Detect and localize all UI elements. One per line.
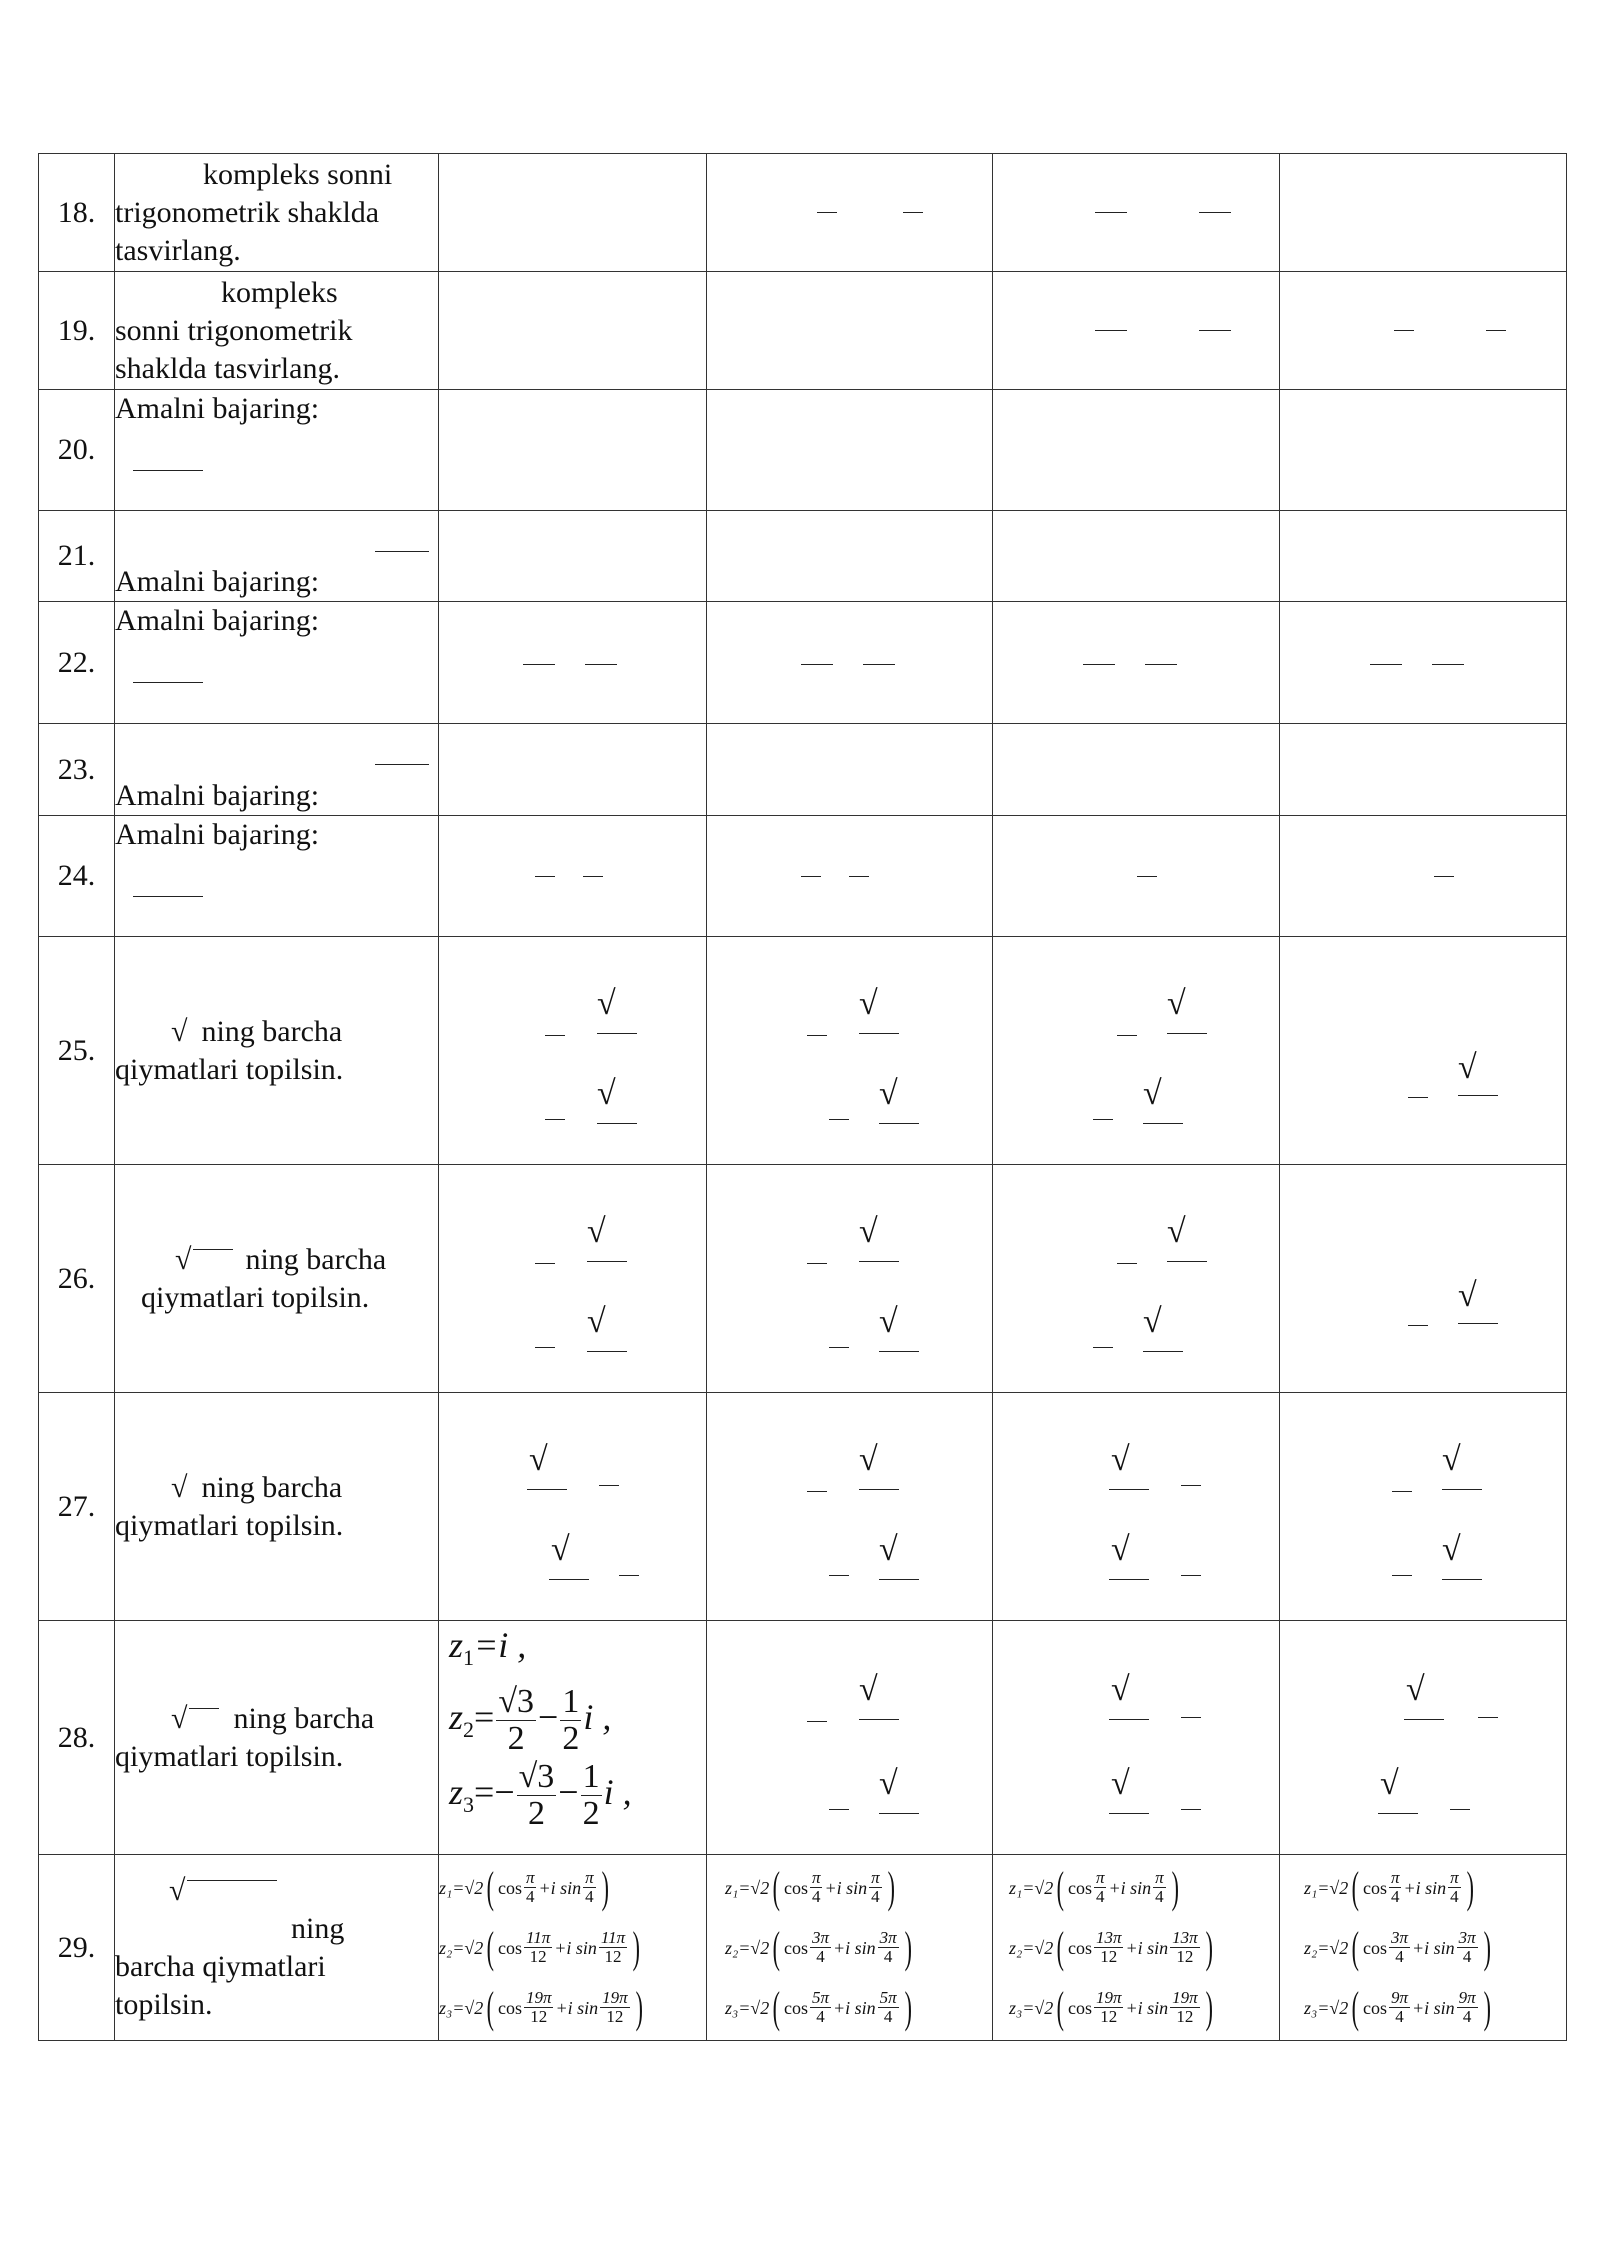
sqrt-icon: √	[175, 1242, 192, 1276]
table-row	[39, 390, 1567, 511]
math-text: z₂=√2	[1304, 1937, 1349, 1958]
math-text: √3	[498, 1683, 534, 1721]
math-text: 5π	[879, 1988, 897, 2007]
math-text: 2	[562, 1720, 580, 1758]
sqrt-icon: √	[859, 1441, 878, 1478]
math-text: cos	[1067, 1937, 1092, 1958]
question-text: shaklda tasvirlang.	[115, 351, 340, 385]
answer-option-d[interactable]	[1280, 1393, 1567, 1621]
math-text: i ,	[583, 1696, 612, 1737]
sqrt-icon: √	[879, 1531, 898, 1568]
math-text: 13π	[1095, 1928, 1122, 1947]
answer-option-c[interactable]	[993, 511, 1280, 602]
sqrt-icon: √	[1380, 1765, 1399, 1802]
row-number: 29.	[39, 1855, 115, 2041]
sqrt-icon: √	[171, 1701, 188, 1735]
sqrt-icon: √	[1111, 1531, 1130, 1568]
math-text: +i sin	[824, 1877, 868, 1898]
sqrt-icon: √	[597, 985, 616, 1022]
sqrt-icon: √	[1143, 1303, 1162, 1340]
math-text: 13π	[1172, 1928, 1198, 1947]
math-text: +i sin	[1411, 1997, 1455, 2018]
math-text: +i sin	[832, 1997, 876, 2018]
answer-option-a[interactable]	[439, 816, 707, 937]
row-number: 24.	[39, 816, 115, 937]
sqrt-icon: √	[859, 1213, 878, 1250]
math-text: 12	[604, 1947, 622, 1966]
math-text: 12	[530, 2007, 548, 2026]
table-row	[39, 154, 1567, 272]
math-text: =−	[474, 1771, 515, 1812]
answer-option-d[interactable]	[1280, 724, 1567, 816]
question-cell	[115, 816, 439, 937]
table-row	[39, 602, 1567, 724]
question-text: kompleks sonni	[203, 157, 393, 191]
question-text: ning barcha	[201, 1014, 343, 1048]
table-row	[39, 272, 1567, 390]
answer-option-a[interactable]	[439, 511, 707, 602]
question-text: trigonometrik shaklda	[115, 195, 380, 229]
answer-option-a[interactable]	[439, 724, 707, 816]
answer-option-c[interactable]	[993, 154, 1280, 272]
table-row	[39, 1393, 1567, 1621]
question-text: qiymatlari topilsin.	[141, 1280, 370, 1314]
math-text: π	[1390, 1868, 1400, 1887]
question-text: qiymatlari topilsin.	[115, 1739, 344, 1773]
math-text: 12	[1100, 1947, 1118, 1966]
question-text: Amalni bajaring:	[115, 818, 320, 851]
question-cell	[115, 1621, 439, 1855]
answer-option-a[interactable]: z₁=√2 ( cos $\frac{\pi}{4}$ +i sin $\frac{\pi}{4}$ ) z₂=√2 ( cos $\frac{11\pi}{12}$ +i sin $\frac{11\pi}{12}$ ) z₃=√2 ( cos $\frac{19\pi}{12}$ +i sin $\frac{19\pi}{12}$ )	[439, 1855, 707, 2041]
sqrt-icon: √	[859, 1671, 878, 1708]
sqrt-icon: √	[879, 1303, 898, 1340]
math-text: 12	[1176, 1947, 1194, 1966]
table-row	[39, 1855, 1567, 2041]
answer-option-c[interactable]: z₁=√2 ( cos $\frac{\pi}{4}$ +i sin $\frac{\pi}{4}$ ) z₂=√2 ( cos $\frac{13\pi}{12}$ +i sin $\frac{13\pi}{12}$ ) z₃=√2 ( cos $\frac{19\pi}{12}$ +i sin $\frac{19\pi}{12}$ )	[993, 1855, 1280, 2041]
answer-option-a[interactable]	[439, 1393, 707, 1621]
table-row	[39, 1165, 1567, 1393]
math-text: cos	[783, 1997, 808, 2018]
answer-option-d[interactable]	[1280, 272, 1567, 390]
math-text: 4	[1395, 1947, 1404, 1966]
math-text: 4	[1155, 1887, 1164, 1906]
math-text: 2	[463, 1717, 475, 1743]
question-cell	[115, 602, 439, 724]
math-text: cos	[783, 1937, 808, 1958]
math-text: 4	[871, 1887, 880, 1906]
answer-option-c[interactable]	[993, 390, 1280, 511]
table-row	[39, 816, 1567, 937]
answer-option-a[interactable]	[439, 937, 707, 1165]
math-text: +i sin	[1108, 1877, 1152, 1898]
question-text: barcha qiymatlari	[115, 1949, 326, 1983]
math-text: 19π	[1172, 1988, 1198, 2007]
math-text: z₁=√2	[725, 1877, 770, 1898]
math-text: z₁=√2	[439, 1877, 484, 1898]
sqrt-icon: √	[551, 1531, 570, 1568]
math-text: 3π	[879, 1928, 897, 1947]
math-text: 4	[1095, 1887, 1105, 1906]
question-text: ning barcha	[233, 1701, 375, 1735]
answer-option-c[interactable]	[993, 937, 1280, 1165]
answer-option-d[interactable]	[1280, 154, 1567, 272]
math-text: =	[474, 1696, 495, 1737]
math-text: z₂=√2	[1009, 1937, 1054, 1958]
answer-option-d[interactable]	[1280, 511, 1567, 602]
answer-option-c[interactable]	[993, 724, 1280, 816]
table-row	[39, 724, 1567, 816]
row-number: 27.	[39, 1393, 115, 1621]
math-text: 4	[1395, 2007, 1404, 2026]
math-text: π	[811, 1868, 821, 1887]
answer-option-b[interactable]	[707, 602, 993, 724]
sqrt-icon: √	[1111, 1671, 1130, 1708]
question-cell	[115, 1393, 439, 1621]
math-text: z	[449, 1696, 464, 1737]
sqrt-icon: √	[1458, 1049, 1477, 1086]
answer-option-b[interactable]	[707, 816, 993, 937]
row-number: 25.	[39, 937, 115, 1165]
row-number: 23.	[39, 724, 115, 816]
math-text: 19π	[602, 1988, 628, 2007]
question-text: ning barcha	[201, 1470, 343, 1504]
math-text: z₂=√2	[725, 1937, 770, 1958]
row-number: 22.	[39, 602, 115, 724]
math-text: π	[585, 1868, 594, 1887]
math-text: 12	[1100, 2007, 1118, 2026]
answer-table	[38, 153, 1567, 2041]
sqrt-icon: √	[1167, 1213, 1186, 1250]
math-text: z₁=√2	[1009, 1877, 1054, 1898]
math-text: √3	[518, 1758, 555, 1796]
answer-option-b[interactable]	[707, 1165, 993, 1393]
row-number: 28.	[39, 1621, 115, 1855]
question-cell	[115, 937, 439, 1165]
answer-option-b[interactable]	[707, 724, 993, 816]
sqrt-icon: √	[597, 1075, 616, 1112]
answer-option-a[interactable]	[439, 1165, 707, 1393]
answer-option-b[interactable]	[707, 1393, 993, 1621]
answer-option-d[interactable]	[1280, 390, 1567, 511]
sqrt-icon: √	[1143, 1075, 1162, 1112]
math-text: π	[1095, 1868, 1105, 1887]
math-text: 11π	[525, 1928, 551, 1947]
answer-option-c[interactable]	[993, 1393, 1280, 1621]
row-number: 19.	[39, 272, 115, 390]
question-cell	[115, 1855, 439, 2041]
answer-option-c[interactable]	[993, 816, 1280, 937]
sqrt-icon: √	[1111, 1765, 1130, 1802]
math-text: −	[538, 1696, 559, 1737]
math-text: 4	[1450, 1887, 1459, 1906]
math-text: 5π	[811, 1988, 829, 2007]
question-text: topilsin.	[115, 1987, 213, 2021]
question-cell	[115, 511, 439, 602]
math-text: cos	[497, 1877, 522, 1898]
answer-option-a[interactable]	[439, 154, 707, 272]
math-text: 1	[463, 1645, 475, 1671]
sqrt-icon: √	[171, 1014, 188, 1048]
answer-option-a[interactable]	[439, 602, 707, 724]
math-text: 4	[811, 1887, 821, 1906]
answer-option-c[interactable]	[993, 1165, 1280, 1393]
question-cell	[115, 154, 439, 272]
question-text: Amalni bajaring:	[115, 604, 320, 637]
math-text: π	[1155, 1868, 1164, 1887]
sqrt-icon: √	[879, 1765, 898, 1802]
sqrt-icon: √	[1458, 1277, 1477, 1314]
sqrt-icon: √	[1442, 1531, 1461, 1568]
question-text: sonni trigonometrik	[115, 313, 353, 347]
sqrt-icon: √	[879, 1075, 898, 1112]
math-text: π	[1450, 1868, 1459, 1887]
math-text: 3π	[811, 1928, 829, 1947]
math-text: z	[449, 1771, 464, 1812]
question-cell	[115, 724, 439, 816]
answer-option-b[interactable]	[707, 511, 993, 602]
question-text: tasvirlang.	[115, 233, 241, 267]
math-text: z₃=√2	[1304, 1997, 1349, 2018]
math-text: 4	[585, 1887, 594, 1906]
question-text: Amalni bajaring:	[115, 392, 320, 425]
math-text: 9π	[1458, 1988, 1476, 2007]
math-text: z₃=√2	[725, 1997, 770, 2018]
math-text: 2	[582, 1795, 600, 1833]
math-text: 3π	[1458, 1928, 1476, 1947]
row-number: 18.	[39, 154, 115, 272]
math-text: cos	[1362, 1877, 1387, 1898]
answer-option-a[interactable]	[439, 272, 707, 390]
math-text: cos	[1362, 1937, 1387, 1958]
table-row	[39, 1621, 1567, 1855]
question-cell	[115, 390, 439, 511]
math-text: π	[525, 1868, 535, 1887]
table-row	[39, 937, 1567, 1165]
answer-option-b[interactable]	[707, 937, 993, 1165]
question-cell	[115, 272, 439, 390]
math-text: π	[871, 1868, 880, 1887]
math-text: cos	[1362, 1997, 1387, 2018]
math-text: cos	[1067, 1997, 1092, 2018]
math-text: 4	[816, 2007, 825, 2026]
answer-option-c[interactable]	[993, 602, 1280, 724]
sqrt-icon: √	[171, 1470, 188, 1504]
question-text: Amalni bajaring:	[115, 779, 320, 812]
sqrt-icon: √	[1442, 1441, 1461, 1478]
math-text: +i sin	[554, 1937, 597, 1958]
math-text: 3π	[1390, 1928, 1408, 1947]
math-text: z₃=√2	[1009, 1997, 1054, 2018]
math-text: +i sin	[538, 1877, 582, 1898]
sqrt-icon: √	[169, 1873, 186, 1907]
answer-option-b[interactable]: z₁=√2 ( cos $\frac{\pi}{4}$ +i sin $\frac{\pi}{4}$ ) z₂=√2 ( cos $\frac{3\pi}{4}$ +i sin $\frac{3\pi}{4}$ ) z₃=√2 ( cos $\frac{5\pi}{4}$ +i sin $\frac{5\pi}{4}$ )	[707, 1855, 993, 2041]
math-text: 19π	[1095, 1988, 1122, 2007]
sqrt-icon: √	[1167, 985, 1186, 1022]
question-cell	[115, 1165, 439, 1393]
sqrt-icon: √	[859, 985, 878, 1022]
math-text: +i sin	[1403, 1877, 1447, 1898]
answer-option-b[interactable]	[707, 390, 993, 511]
math-text: 19π	[525, 1988, 552, 2007]
math-text: z	[449, 1625, 464, 1665]
question-text: qiymatlari topilsin.	[115, 1508, 344, 1542]
answer-option-c[interactable]	[993, 272, 1280, 390]
math-text: cos	[497, 1997, 522, 2018]
math-text: 2	[507, 1720, 525, 1758]
sqrt-icon: √	[587, 1303, 606, 1340]
math-text: 4	[1390, 1887, 1400, 1906]
math-text: =i ,	[474, 1625, 527, 1665]
math-text: z₁=√2	[1304, 1877, 1349, 1898]
question-text: ning	[291, 1911, 345, 1945]
row-number: 26.	[39, 1165, 115, 1393]
answer-option-b[interactable]	[707, 1621, 993, 1855]
math-text: 4	[883, 1947, 893, 1966]
math-text: 12	[529, 1947, 547, 1966]
answer-option-d[interactable]	[1280, 937, 1567, 1165]
answer-option-b[interactable]	[707, 272, 993, 390]
answer-option-a[interactable]	[439, 1621, 707, 1855]
answer-option-d[interactable]: z₁=√2 ( cos $\frac{\pi}{4}$ +i sin $\frac{\pi}{4}$ ) z₂=√2 ( cos $\frac{3\pi}{4}$ +i sin $\frac{3\pi}{4}$ ) z₃=√2 ( cos $\frac{9\pi}{4}$ +i sin $\frac{9\pi}{4}$ )	[1280, 1855, 1567, 2041]
row-number: 21.	[39, 511, 115, 602]
math-text: 1	[582, 1758, 600, 1796]
math-text: z₃=√2	[439, 1997, 484, 2018]
sqrt-icon: √	[587, 1213, 606, 1250]
question-text: kompleks	[221, 275, 338, 309]
math-text: −	[558, 1771, 579, 1812]
math-text: i ,	[603, 1771, 632, 1812]
sqrt-icon: √	[529, 1441, 548, 1478]
table-row	[39, 511, 1567, 602]
question-text: qiymatlari topilsin.	[115, 1052, 344, 1086]
answer-option-c[interactable]	[993, 1621, 1280, 1855]
math-text: 12	[606, 2007, 624, 2026]
math-text: 4	[1462, 1947, 1472, 1966]
answer-option-d[interactable]	[1280, 1165, 1567, 1393]
math-text: +i sin	[1411, 1937, 1455, 1958]
answer-option-d[interactable]	[1280, 816, 1567, 937]
math-text: +i sin	[832, 1937, 876, 1958]
sqrt-icon: √	[1111, 1441, 1130, 1478]
answer-option-d[interactable]	[1280, 1621, 1567, 1855]
row-number: 20.	[39, 390, 115, 511]
question-text: ning barcha	[245, 1242, 387, 1276]
answer-option-b[interactable]	[707, 154, 993, 272]
math-text: 4	[883, 2007, 893, 2026]
math-text: z₂=√2	[439, 1937, 484, 1958]
question-text: Amalni bajaring:	[115, 565, 320, 598]
math-text: 9π	[1390, 1988, 1408, 2007]
answer-option-d[interactable]	[1280, 602, 1567, 724]
math-text: 2	[527, 1795, 545, 1833]
math-text: 1	[562, 1683, 580, 1721]
sqrt-icon: √	[1406, 1671, 1425, 1708]
math-text: cos	[497, 1937, 522, 1958]
math-text: cos	[1067, 1877, 1092, 1898]
math-text: 4	[816, 1947, 825, 1966]
math-text: 3	[463, 1792, 475, 1818]
math-text: 4	[1462, 2007, 1472, 2026]
math-text: 12	[1176, 2007, 1194, 2026]
math-text: +i sin	[555, 1997, 599, 2018]
math-text: 4	[525, 1887, 535, 1906]
answer-option-a[interactable]	[439, 390, 707, 511]
math-text: 11π	[600, 1928, 626, 1947]
math-text: +i sin	[1125, 1937, 1169, 1958]
math-text: cos	[783, 1877, 808, 1898]
math-text: +i sin	[1125, 1997, 1169, 2018]
